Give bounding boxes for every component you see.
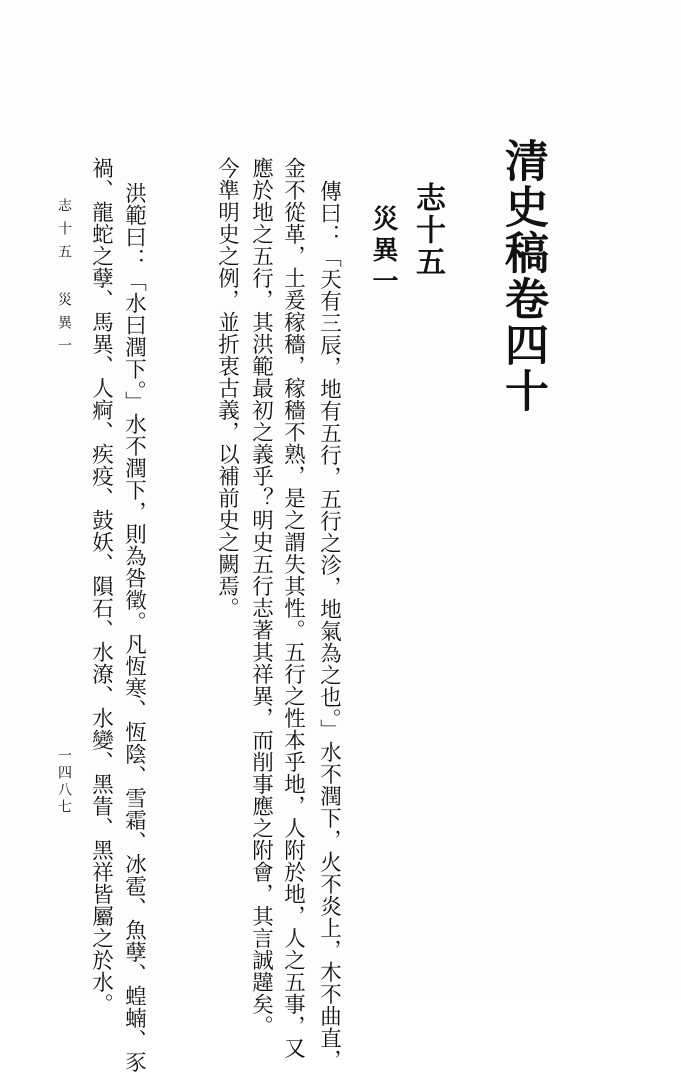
page-number: 一四八七 [56,748,72,816]
paragraph-2-line-1: 洪範曰：「水曰潤下。」水不潤下，則為咎徵。凡恆寒、恆陰、雪霜、冰雹、魚孽、蝗蝻、豕 [121,182,147,1073]
paragraph-2-line-2: 禍、龍蛇之孽、馬異、人痾、疾疫、鼓妖、隕石、水潦、水變、黑眚、黑祥皆屬之於水。 [88,157,114,1015]
paragraph-1-line-2: 金不從革，土爰稼穡，稼穡不熟，是之謂失其性。五行之性本乎地，人附於地，人之五事，又 [280,157,306,1059]
chapter-title: 志十五 [410,182,445,278]
paragraph-1-line-3: 應於地之五行，其洪範最初之義乎？明史五行志著其祥異，而削事應之附會，其言誠韙矣。 [248,157,274,1037]
section-title: 災異一 [368,205,398,298]
paragraph-1-line-1: 傳曰：「天有三辰，地有五行，五行之沴，地氣為之也。」水不潤下，火不炎上，木不曲直， [316,180,342,1072]
book-title: 清史稿卷四十 [497,138,548,414]
margin-header: 志十五 災異一 [56,198,72,361]
paragraph-1-line-4: 今準明史之例，並折衷古義，以補前史之闕焉。 [214,157,240,619]
